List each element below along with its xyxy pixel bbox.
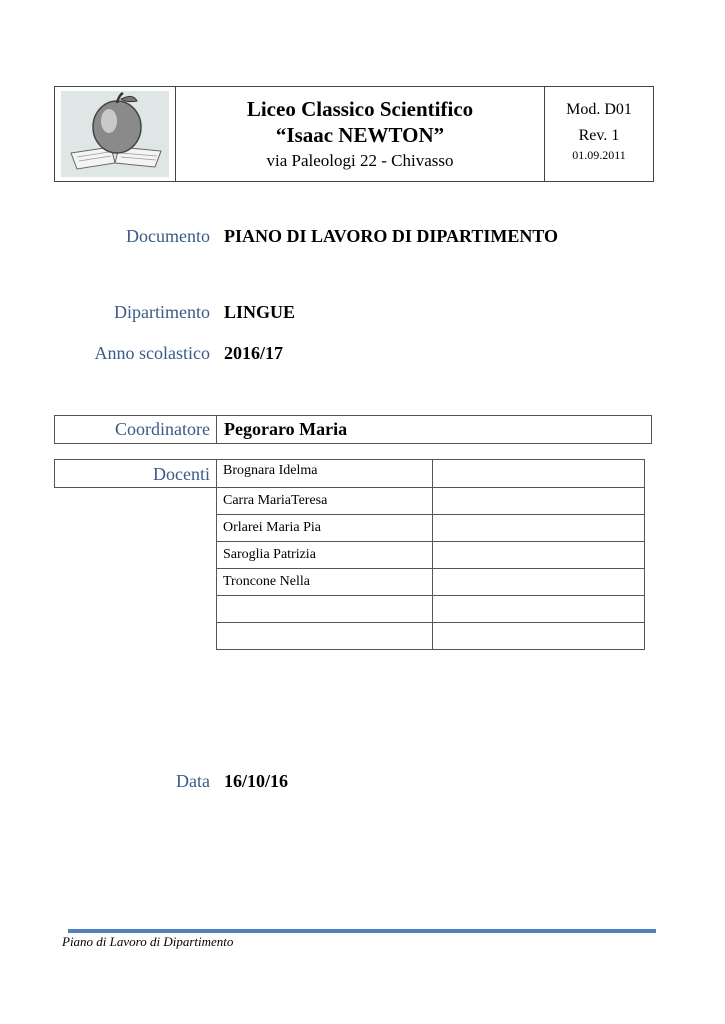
footer-rule [68, 929, 656, 933]
revision: Rev. 1 [578, 127, 620, 144]
docente-extra [433, 596, 645, 623]
table-row [217, 623, 645, 650]
docente-name: Orlarei Maria Pia [217, 515, 433, 542]
apple-on-book-icon [61, 91, 169, 177]
docente-extra [433, 460, 645, 488]
dipartimento-label: Dipartimento [114, 302, 210, 322]
school-name: Liceo Classico Scientifico [246, 97, 474, 121]
docente-name: Carra MariaTeresa [217, 488, 433, 515]
documento-label: Documento [126, 226, 210, 246]
docente-name: Saroglia Patrizia [217, 542, 433, 569]
docente-name [217, 596, 433, 623]
table-row [217, 542, 645, 569]
table-row [217, 488, 645, 515]
footer-text: Piano di Lavoro di Dipartimento [62, 934, 234, 949]
coordinatore-value: Pegoraro Maria [224, 419, 348, 439]
coordinatore-divider [216, 416, 217, 443]
docente-name: Troncone Nella [217, 569, 433, 596]
logo-cell [55, 87, 176, 181]
document-header [54, 86, 654, 182]
coordinatore-label: Coordinatore [115, 419, 210, 439]
docente-name [217, 623, 433, 650]
docenti-table [216, 459, 645, 650]
docente-extra [433, 488, 645, 515]
anno-value: 2016/17 [224, 343, 284, 363]
docenti-label: Docenti [153, 464, 210, 484]
school-subtitle: “Isaac NEWTON” [275, 123, 445, 147]
docente-name: Brognara Idelma [217, 460, 433, 488]
dipartimento-value: LINGUE [224, 302, 296, 322]
docente-extra [433, 542, 645, 569]
school-title-cell [176, 87, 545, 181]
data-value: 16/10/16 [224, 771, 289, 791]
school-address: via Paleologi 22 - Chivasso [266, 151, 454, 170]
module-code: Mod. D01 [566, 101, 632, 118]
revision-date: 01.09.2011 [572, 148, 626, 162]
docente-extra [433, 623, 645, 650]
table-row [217, 515, 645, 542]
table-row [217, 460, 645, 488]
module-info-cell [545, 87, 653, 181]
docente-extra [433, 569, 645, 596]
table-row [217, 569, 645, 596]
documento-value: PIANO DI LAVORO DI DIPARTIMENTO [224, 226, 559, 246]
anno-label: Anno scolastico [94, 343, 210, 363]
table-row [217, 596, 645, 623]
docente-extra [433, 515, 645, 542]
data-label: Data [176, 771, 210, 791]
